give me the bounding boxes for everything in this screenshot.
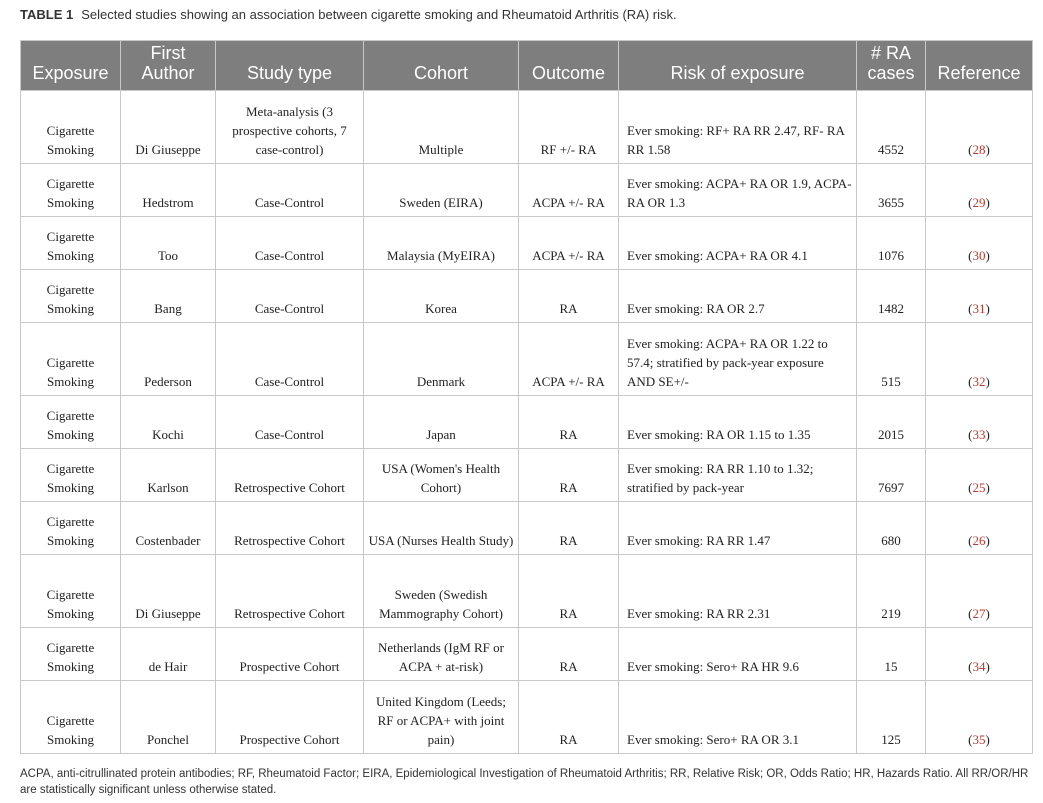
cell-risk-of-exposure: Ever smoking: RA RR 1.47: [619, 502, 857, 555]
header-study-type: Study type: [216, 41, 364, 91]
cell-study-type: Retrospective Cohort: [216, 502, 364, 555]
table-row: [21, 91, 1033, 164]
cell-risk-of-exposure: Ever smoking: RF+ RA RR 2.47, RF- RA RR 1.58: [619, 91, 857, 164]
table-row: [21, 323, 1033, 396]
reference-link[interactable]: 34: [972, 659, 986, 674]
reference-link[interactable]: 31: [972, 301, 986, 316]
cell-outcome: ACPA +/- RA: [519, 164, 619, 217]
cell-ra-cases: 219: [857, 555, 926, 628]
cell-ra-cases: 15: [857, 628, 926, 681]
cell-reference: (33): [926, 396, 1033, 449]
cell-outcome: ACPA +/- RA: [519, 217, 619, 270]
cell-ra-cases: 4552: [857, 91, 926, 164]
cell-first-author: de Hair: [121, 628, 216, 681]
reference-link[interactable]: 30: [972, 248, 986, 263]
cell-exposure: Cigarette Smoking: [21, 323, 121, 396]
cell-exposure: Cigarette Smoking: [21, 217, 121, 270]
cell-reference: (30): [926, 217, 1033, 270]
cell-risk-of-exposure: Ever smoking: Sero+ RA HR 9.6: [619, 628, 857, 681]
cell-risk-of-exposure: Ever smoking: ACPA+ RA OR 4.1: [619, 217, 857, 270]
table-body: [21, 91, 1033, 754]
reference-link[interactable]: 33: [972, 427, 986, 442]
cell-first-author: Pederson: [121, 323, 216, 396]
reference-link[interactable]: 32: [972, 374, 986, 389]
cell-ra-cases: 2015: [857, 396, 926, 449]
cell-outcome: RA: [519, 502, 619, 555]
cell-risk-of-exposure: Ever smoking: RA OR 1.15 to 1.35: [619, 396, 857, 449]
cell-ra-cases: 1076: [857, 217, 926, 270]
cell-risk-of-exposure: Ever smoking: ACPA+ RA OR 1.22 to 57.4; stratified by pack-year exposure AND SE+/-: [619, 323, 857, 396]
cell-cohort: United Kingdom (Leeds; RF or ACPA+ with joint pain): [364, 681, 519, 754]
cell-reference: (31): [926, 270, 1033, 323]
cell-reference: (34): [926, 628, 1033, 681]
cell-first-author: Too: [121, 217, 216, 270]
table-caption: [20, 7, 1030, 22]
cell-study-type: Retrospective Cohort: [216, 449, 364, 502]
reference-link[interactable]: 26: [972, 533, 986, 548]
table-row: [21, 502, 1033, 555]
cell-first-author: Di Giuseppe: [121, 555, 216, 628]
cell-risk-of-exposure: Ever smoking: Sero+ RA OR 3.1: [619, 681, 857, 754]
cell-outcome: RA: [519, 396, 619, 449]
cell-exposure: Cigarette Smoking: [21, 502, 121, 555]
cell-exposure: Cigarette Smoking: [21, 449, 121, 502]
cell-first-author: Bang: [121, 270, 216, 323]
table-row: [21, 270, 1033, 323]
cell-ra-cases: 3655: [857, 164, 926, 217]
cell-study-type: Case-Control: [216, 217, 364, 270]
cell-reference: (35): [926, 681, 1033, 754]
reference-link[interactable]: 25: [972, 480, 986, 495]
cell-cohort: Denmark: [364, 323, 519, 396]
cell-first-author: Di Giuseppe: [121, 91, 216, 164]
cell-cohort: Sweden (EIRA): [364, 164, 519, 217]
cell-ra-cases: 515: [857, 323, 926, 396]
table-row: [21, 164, 1033, 217]
cell-cohort: USA (Women's Health Cohort): [364, 449, 519, 502]
cell-exposure: Cigarette Smoking: [21, 91, 121, 164]
cell-first-author: Ponchel: [121, 681, 216, 754]
table-footnote: ACPA, anti-citrullinated protein antibodies; RF, Rheumatoid Factor; EIRA, Epidemiological Investigation of Rheumatoid Arthritis; RR, Relative Risk; OR, Odds Ratio; HR, Hazards Ratio. All RR/OR/HR are statistically significant unless otherwise stated.: [20, 768, 1029, 796]
cell-reference: (25): [926, 449, 1033, 502]
cell-study-type: Case-Control: [216, 270, 364, 323]
header-ra-cases: # RA cases: [857, 41, 926, 91]
cell-first-author: Costenbader: [121, 502, 216, 555]
cell-cohort: Netherlands (IgM RF or ACPA + at-risk): [364, 628, 519, 681]
header-cohort: Cohort: [364, 41, 519, 91]
table-row: [21, 555, 1033, 628]
cell-reference: (28): [926, 91, 1033, 164]
cell-risk-of-exposure: Ever smoking: ACPA+ RA OR 1.9, ACPA- RA OR 1.3: [619, 164, 857, 217]
cell-first-author: Hedstrom: [121, 164, 216, 217]
table-row: [21, 628, 1033, 681]
cell-outcome: RA: [519, 270, 619, 323]
cell-exposure: Cigarette Smoking: [21, 628, 121, 681]
studies-table: [20, 40, 1033, 754]
cell-ra-cases: 125: [857, 681, 926, 754]
caption-text: Selected studies showing an association between cigarette smoking and Rheumatoid Arthritis (RA) risk.: [81, 7, 677, 22]
cell-cohort: Korea: [364, 270, 519, 323]
cell-study-type: Prospective Cohort: [216, 628, 364, 681]
header-exposure: Exposure: [21, 41, 121, 91]
cell-reference: (29): [926, 164, 1033, 217]
header-first-author: First Author: [121, 41, 216, 91]
cell-exposure: Cigarette Smoking: [21, 681, 121, 754]
cell-study-type: Meta-analysis (3 prospective cohorts, 7 case-control): [216, 91, 364, 164]
header-row: [21, 41, 1033, 91]
cell-first-author: Karlson: [121, 449, 216, 502]
cell-cohort: Malaysia (MyEIRA): [364, 217, 519, 270]
cell-reference: (27): [926, 555, 1033, 628]
table-row: [21, 449, 1033, 502]
cell-outcome: RF +/- RA: [519, 91, 619, 164]
cell-ra-cases: 680: [857, 502, 926, 555]
cell-reference: (26): [926, 502, 1033, 555]
cell-risk-of-exposure: Ever smoking: RA RR 1.10 to 1.32; stratified by pack-year: [619, 449, 857, 502]
cell-outcome: ACPA +/- RA: [519, 323, 619, 396]
reference-link[interactable]: 28: [972, 142, 986, 157]
table-label: TABLE 1: [20, 7, 74, 22]
reference-link[interactable]: 29: [972, 195, 986, 210]
header-outcome: Outcome: [519, 41, 619, 91]
cell-exposure: Cigarette Smoking: [21, 555, 121, 628]
cell-study-type: Case-Control: [216, 323, 364, 396]
cell-first-author: Kochi: [121, 396, 216, 449]
cell-exposure: Cigarette Smoking: [21, 270, 121, 323]
cell-cohort: Japan: [364, 396, 519, 449]
cell-study-type: Retrospective Cohort: [216, 555, 364, 628]
cell-study-type: Case-Control: [216, 164, 364, 217]
cell-reference: (32): [926, 323, 1033, 396]
cell-cohort: Sweden (Swedish Mammography Cohort): [364, 555, 519, 628]
cell-risk-of-exposure: Ever smoking: RA OR 2.7: [619, 270, 857, 323]
cell-study-type: Case-Control: [216, 396, 364, 449]
table-row: [21, 396, 1033, 449]
cell-cohort: USA (Nurses Health Study): [364, 502, 519, 555]
header-risk-of-exposure: Risk of exposure: [619, 41, 857, 91]
cell-outcome: RA: [519, 555, 619, 628]
reference-link[interactable]: 27: [972, 606, 986, 621]
reference-link[interactable]: 35: [972, 732, 986, 747]
cell-exposure: Cigarette Smoking: [21, 164, 121, 217]
cell-ra-cases: 1482: [857, 270, 926, 323]
cell-outcome: RA: [519, 681, 619, 754]
cell-exposure: Cigarette Smoking: [21, 396, 121, 449]
header-reference: Reference: [926, 41, 1033, 91]
cell-outcome: RA: [519, 628, 619, 681]
cell-outcome: RA: [519, 449, 619, 502]
cell-ra-cases: 7697: [857, 449, 926, 502]
table-row: [21, 681, 1033, 754]
cell-cohort: Multiple: [364, 91, 519, 164]
cell-study-type: Prospective Cohort: [216, 681, 364, 754]
table-row: [21, 217, 1033, 270]
cell-risk-of-exposure: Ever smoking: RA RR 2.31: [619, 555, 857, 628]
